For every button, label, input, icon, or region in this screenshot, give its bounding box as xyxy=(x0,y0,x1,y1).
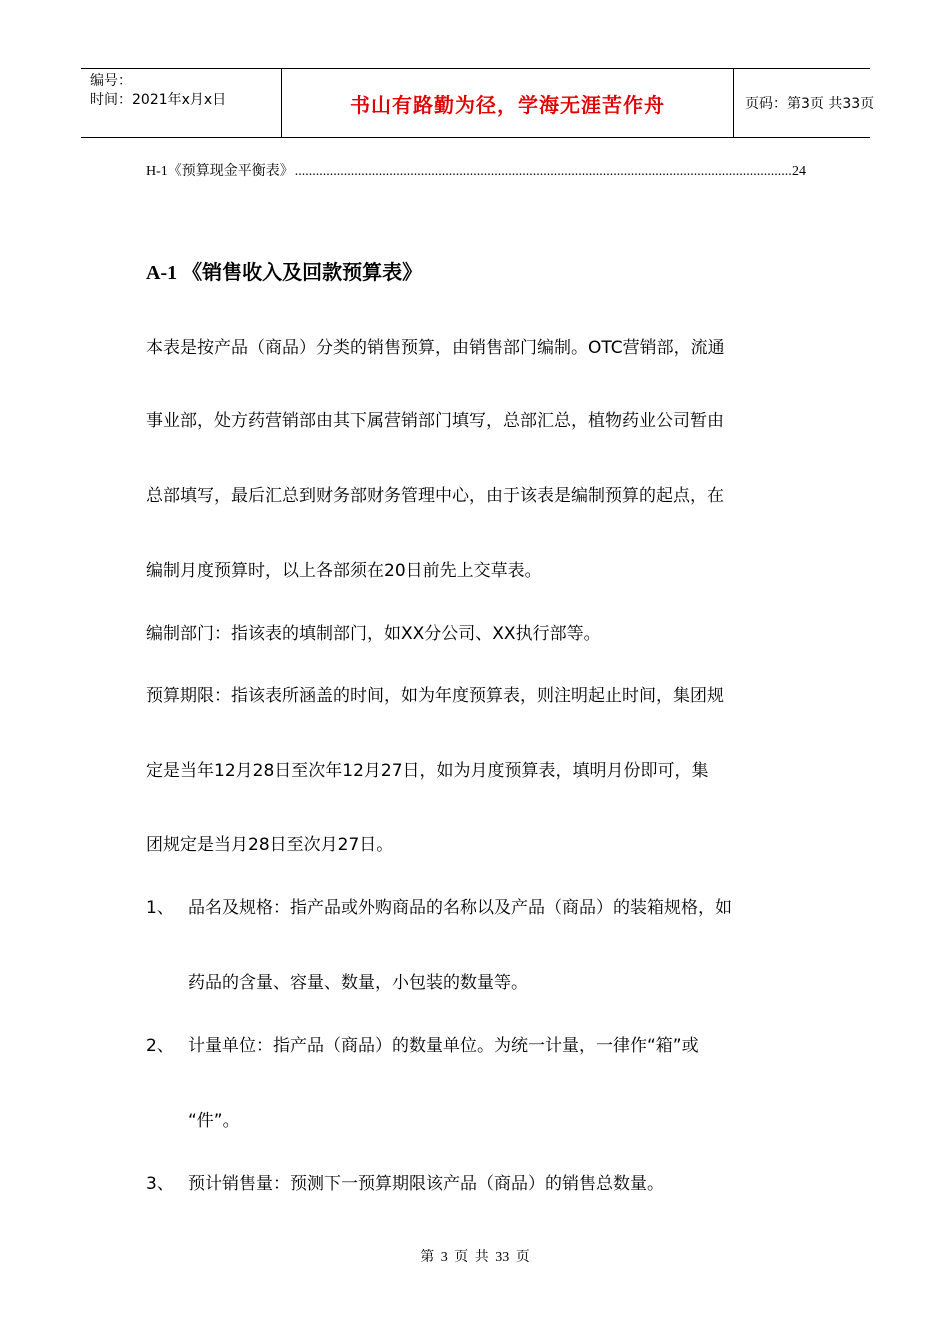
page-header xyxy=(81,68,875,138)
list-item-number: 2、 xyxy=(146,1036,174,1056)
intro-line: 事业部，处方药营销部由其下属营销部门填写，总部汇总，植物药业公司暂由 xyxy=(146,411,724,431)
intro-line: 编制月度预算时，以上各部须在20日前先上交草表。 xyxy=(146,561,542,581)
period-line: 定是当年12月28日至次年12月27日，如为月度预算表，填明月份即可，集 xyxy=(146,761,709,781)
list-item-number: 1、 xyxy=(146,898,174,918)
header-page-info: 页码：第3页 共33页 xyxy=(745,96,875,112)
list-item-text: 计量单位：指产品（商品）的数量单位。为统一计量，一律作“箱”或 xyxy=(188,1036,699,1056)
header-motto-cell xyxy=(282,69,734,137)
period-line: 预算期限：指该表所涵盖的时间，如为年度预算表，则注明起止时间，集团规 xyxy=(146,686,724,706)
page-footer: 第 3 页 共 33 页 xyxy=(420,1250,530,1265)
document-number-label: 编号： xyxy=(90,73,132,89)
section-title: A-1 《销售收入及回款预算表》 xyxy=(146,262,423,284)
header-meta xyxy=(81,69,282,137)
header-motto: 书山有路勤为径，学海无涯苦作舟 xyxy=(350,92,665,117)
list-item-number: 3、 xyxy=(146,1174,174,1194)
intro-line: 总部填写，最后汇总到财务部财务管理中心，由于该表是编制预算的起点，在 xyxy=(146,486,724,506)
toc-entry-page: 24 xyxy=(792,164,806,179)
dept-definition: 编制部门：指该表的填制部门，如XX分公司、XX执行部等。 xyxy=(146,624,601,644)
toc-entry[interactable] xyxy=(146,160,806,180)
list-item-text: 预计销售量：预测下一预算期限该产品（商品）的销售总数量。 xyxy=(188,1174,664,1194)
list-item-text: 品名及规格：指产品或外购商品的名称以及产品（商品）的装箱规格，如 xyxy=(188,898,732,918)
intro-line: 本表是按产品（商品）分类的销售预算，由销售部门编制。OTC营销部，流通 xyxy=(146,338,725,358)
period-line: 团规定是当月28日至次月27日。 xyxy=(146,835,394,855)
list-item-text: “件”。 xyxy=(188,1111,240,1131)
toc-entry-title: H-1《预算现金平衡表》 xyxy=(146,164,294,179)
toc-leader-dots xyxy=(295,164,791,180)
list-item-text: 药品的含量、容量、数量，小包装的数量等。 xyxy=(188,973,528,993)
document-date: 时间：2021年x月x日 xyxy=(90,92,227,108)
